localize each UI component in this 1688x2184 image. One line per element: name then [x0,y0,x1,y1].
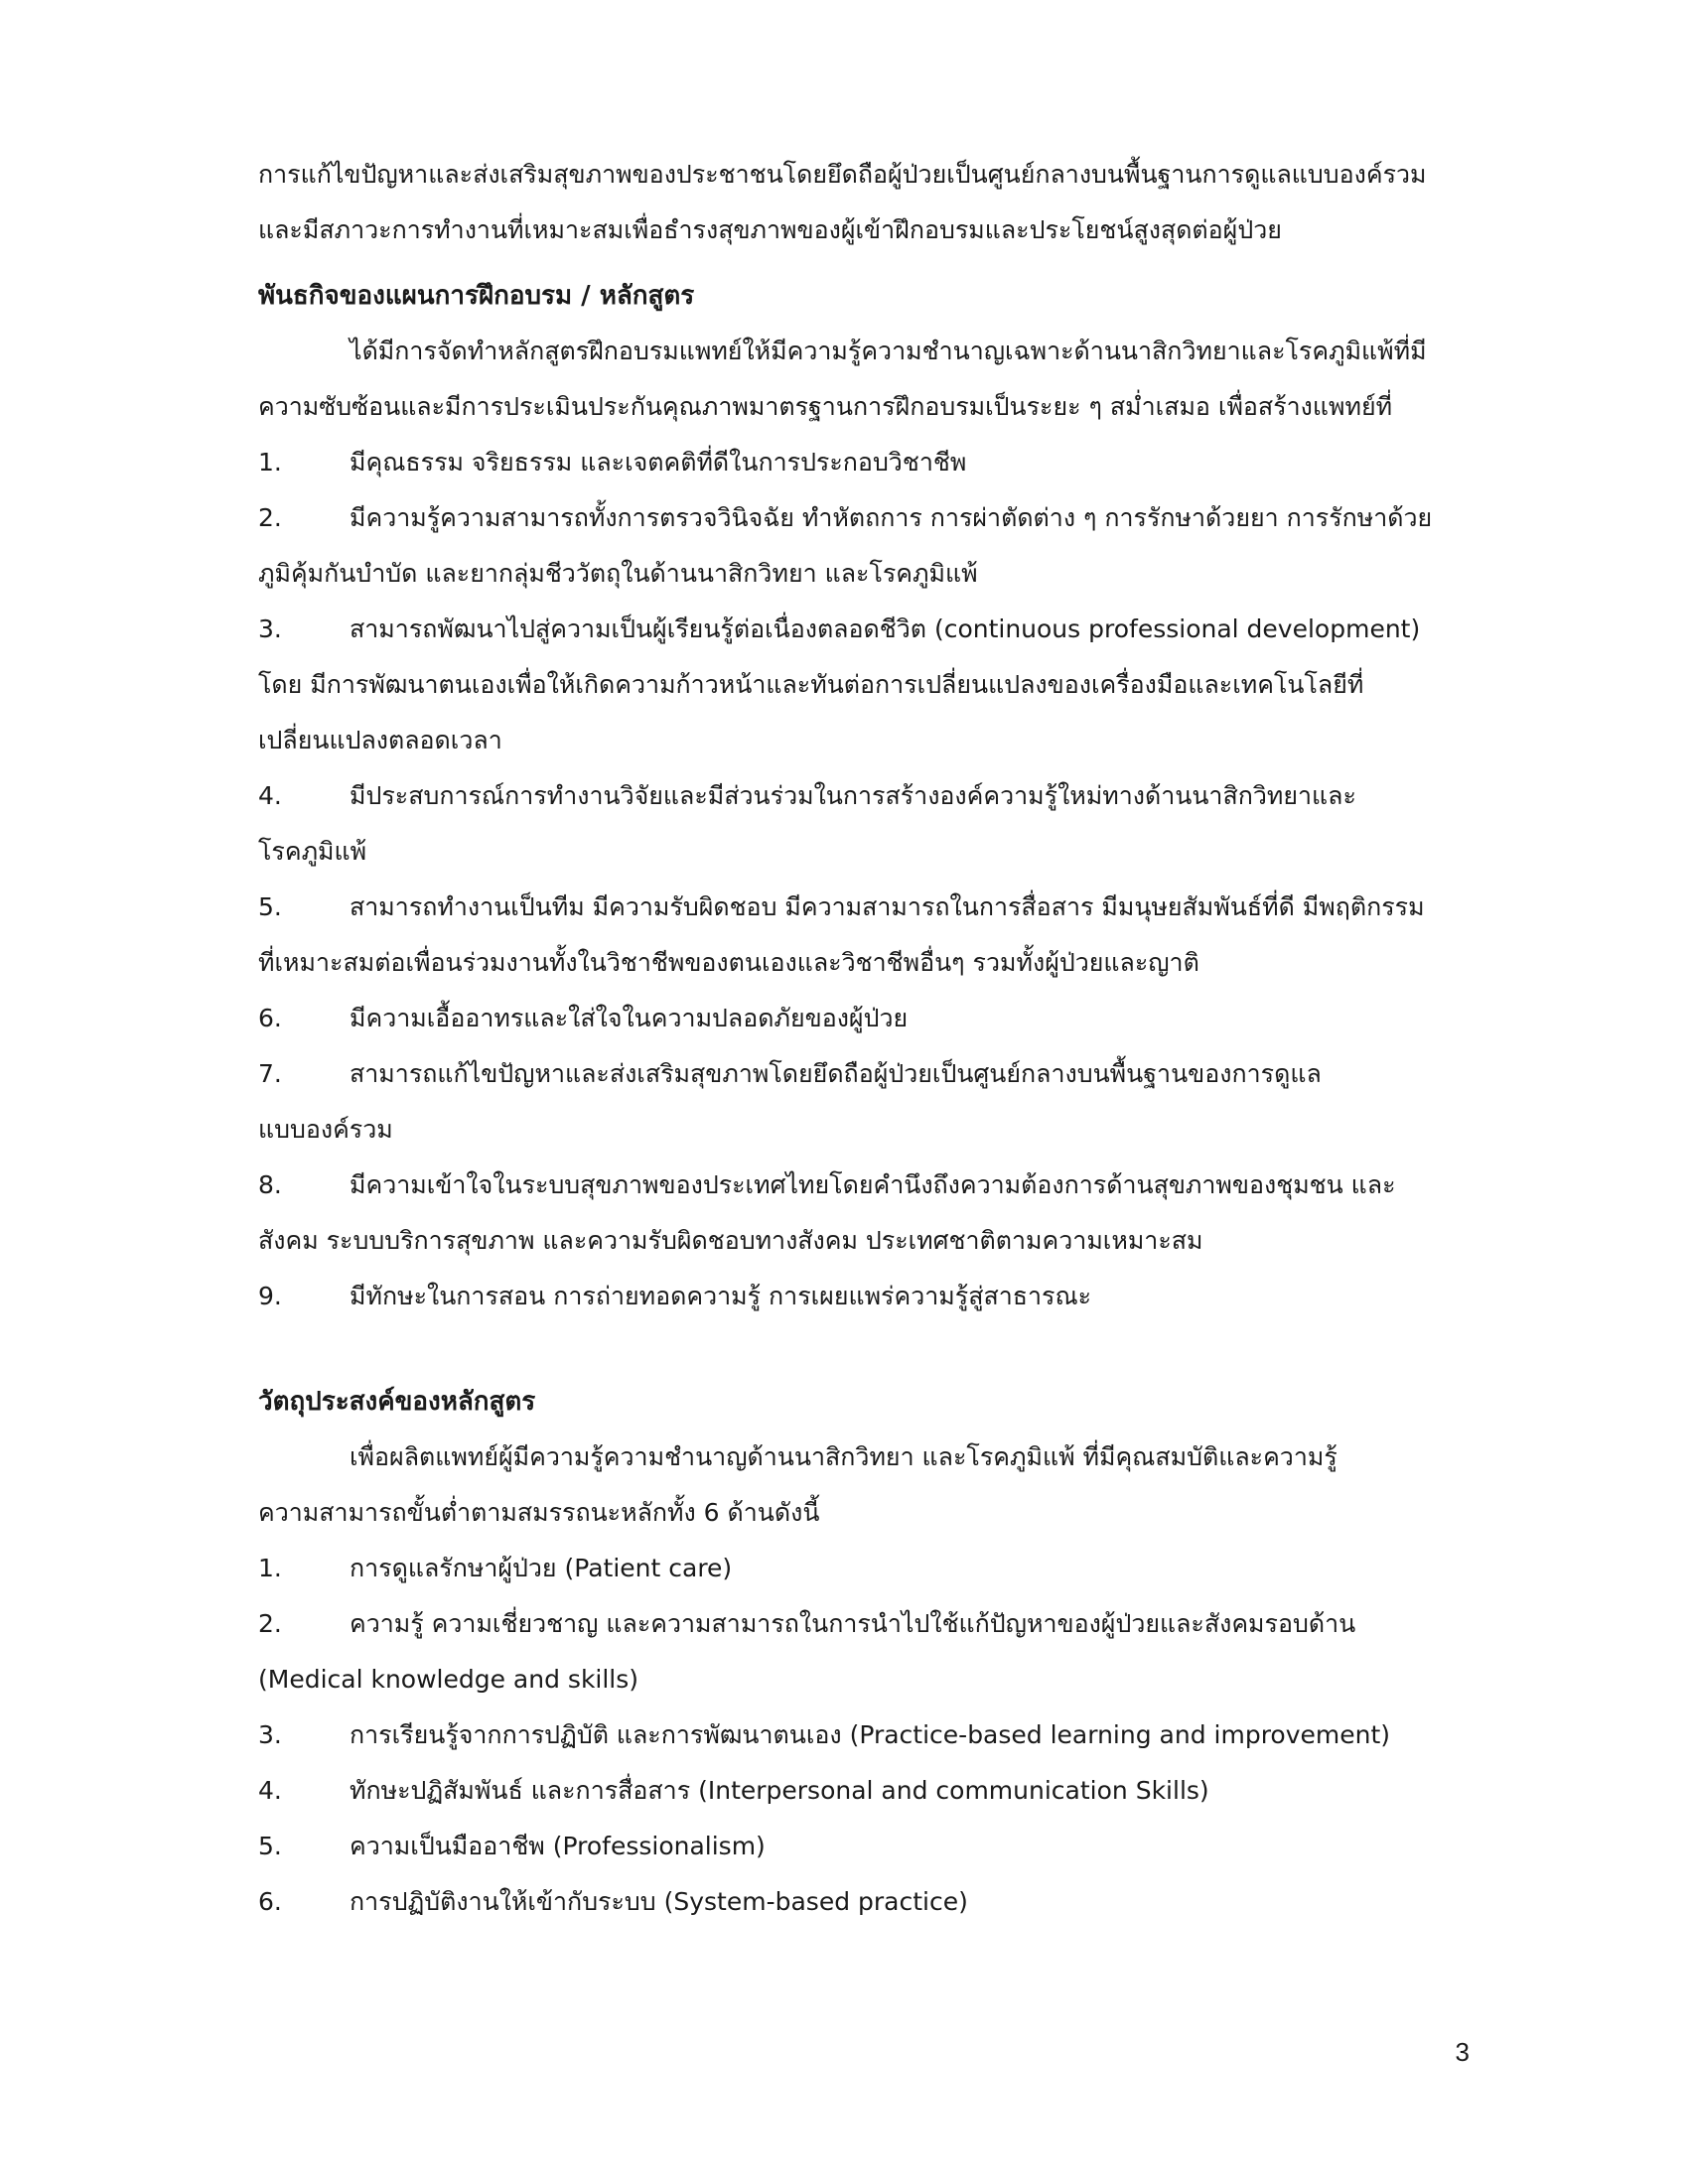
list-item-continuation: โดย มีการพัฒนาตนเองเพื่อให้เกิดความก้าวหน้าและทันต่อการเปลี่ยนแปลงของเครื่องมือและเทคโนโลยีที่ [258,670,1364,699]
mission-intro-line: ความซับซ้อนและมีการประเมินประกันคุณภาพมาตรฐานการฝึกอบรมเป็นระยะ ๆ สม่ำเสมอ เพื่อสร้างแพทย์ที่ [258,392,1393,421]
list-item-number: 6. [258,1004,282,1032]
list-item-number: 4. [258,1776,282,1805]
list-item-number: 2. [258,1609,282,1638]
list-item-number: 1. [258,1554,282,1582]
list-item-continuation: (Medical knowledge and skills) [258,1665,639,1694]
list-item-number: 9. [258,1282,282,1310]
list-item-text: ทักษะปฏิสัมพันธ์ และการสื่อสาร (Interpersonal and communication Skills) [350,1776,1209,1805]
list-item-text: สามารถแก้ไขปัญหาและส่งเสริมสุขภาพโดยยึดถือผู้ป่วยเป็นศูนย์กลางบนพื้นฐานของการดูแล [350,1059,1322,1088]
list-item-text: การดูแลรักษาผู้ป่วย (Patient care) [350,1554,733,1582]
list-item-text: มีความเข้าใจในระบบสุขภาพของประเทศไทยโดยคำนึงถึงความต้องการด้านสุขภาพของชุมชน และ [350,1170,1396,1199]
list-item [258,1269,1470,1324]
list-item [258,1596,1470,1707]
objectives-list [258,1541,1470,1930]
list-item-number: 5. [258,1832,282,1860]
intro-line: การแก้ไขปัญหาและส่งเสริมสุขภาพของประชาชนโดยยึดถือผู้ป่วยเป็นศูนย์กลางบนพื้นฐานการดูแลแบบองค์รวม [258,160,1427,189]
list-item-number: 6. [258,1887,282,1916]
list-item [258,768,1470,880]
list-item-continuation: เปลี่ยนแปลงตลอดเวลา [258,726,502,754]
list-item [258,1707,1470,1763]
list-item-number: 4. [258,781,282,810]
list-item [258,435,1470,490]
page-content [258,147,1470,1930]
list-item [258,1541,1470,1596]
list-item-number: 3. [258,614,282,643]
mission-intro-line: ได้มีการจัดทำหลักสูตรฝึกอบรมแพทย์ให้มีความรู้ความชำนาญเฉพาะด้านนาสิกวิทยาและโรคภูมิแพ้ที่มี [350,337,1427,365]
list-item [258,880,1470,991]
list-item-text: ความเป็นมืออาชีพ (Professionalism) [350,1832,766,1860]
list-item-text: การเรียนรู้จากการปฏิบัติ และการพัฒนาตนเอง (Practice-based learning and improvement) [350,1720,1391,1749]
list-item-text: สามารถทำงานเป็นทีม มีความรับผิดชอบ มีความสามารถในการสื่อสาร มีมนุษยสัมพันธ์ที่ดี มีพฤติกรรม [350,892,1425,921]
list-item-text: การปฏิบัติงานให้เข้ากับระบบ (System-based practice) [350,1887,968,1916]
list-item [258,1046,1470,1158]
list-item-number: 3. [258,1720,282,1749]
list-item-text: มีความรู้ความสามารถทั้งการตรวจวินิจฉัย ทำหัตถการ การผ่าตัดต่าง ๆ การรักษาด้วยยา การรักษาด้วย [350,503,1433,532]
list-item-continuation: โรคภูมิแพ้ [258,837,367,866]
intro-line: และมีสภาวะการทำงานที่เหมาะสมเพื่อธำรงสุขภาพของผู้เข้าฝึกอบรมและประโยชน์สูงสุดต่อผู้ป่วย [258,215,1282,244]
list-item-continuation: ที่เหมาะสมต่อเพื่อนร่วมงานทั้งในวิชาชีพของตนเองและวิชาชีพอื่นๆ รวมทั้งผู้ป่วยและญาติ [258,948,1199,977]
list-item-number: 7. [258,1059,282,1088]
list-item [258,1763,1470,1819]
objectives-intro-line: ความสามารถขั้นต่ำตามสมรรถนะหลักทั้ง 6 ด้านดังนี้ [258,1498,820,1527]
list-item [258,1819,1470,1874]
list-item-number: 2. [258,503,282,532]
list-item [258,1158,1470,1269]
list-item [258,1874,1470,1930]
list-item-number: 8. [258,1170,282,1199]
list-item-continuation: สังคม ระบบบริการสุขภาพ และความรับผิดชอบทางสังคม ประเทศชาติตามความเหมาะสม [258,1226,1203,1255]
objectives-intro-line: เพื่อผลิตแพทย์ผู้มีความรู้ความชำนาญด้านนาสิกวิทยา และโรคภูมิแพ้ ที่มีคุณสมบัติและความรู้ [350,1442,1337,1471]
list-item [258,602,1470,768]
list-item-text: มีความเอื้ออาทรและใส่ใจในความปลอดภัยของผู้ป่วย [350,1004,909,1032]
list-item-text: มีทักษะในการสอน การถ่ายทอดความรู้ การเผยแพร่ความรู้สู่สาธารณะ [350,1282,1092,1310]
list-item-text: มีประสบการณ์การทำงานวิจัยและมีส่วนร่วมในการสร้างองค์ความรู้ใหม่ทางด้านนาสิกวิทยาและ [350,781,1356,810]
list-item-text: ความรู้ ความเชี่ยวชาญ และความสามารถในการนำไปใช้แก้ปัญหาของผู้ป่วยและสังคมรอบด้าน [350,1609,1356,1638]
mission-list [258,435,1470,1324]
objectives-heading: วัตถุประสงค์ของหลักสูตร [258,1387,536,1417]
list-item [258,991,1470,1046]
list-item-number: 5. [258,892,282,921]
list-item-text: มีคุณธรรม จริยธรรม และเจตคติที่ดีในการประกอบวิชาชีพ [350,448,967,477]
list-item-continuation: ภูมิคุ้มกันบำบัด และยากลุ่มชีววัตถุในด้านนาสิกวิทยา และโรคภูมิแพ้ [258,559,978,588]
mission-heading: พันธกิจของแผนการฝึกอบรม / หลักสูตร [258,281,695,311]
list-item-text: สามารถพัฒนาไปสู่ความเป็นผู้เรียนรู้ต่อเนื่องตลอดชีวิต (continuous professional development) [350,614,1421,643]
page-number: 3 [1455,2037,1470,2067]
list-item-number: 1. [258,448,282,477]
list-item-continuation: แบบองค์รวม [258,1115,393,1144]
list-item [258,490,1470,602]
